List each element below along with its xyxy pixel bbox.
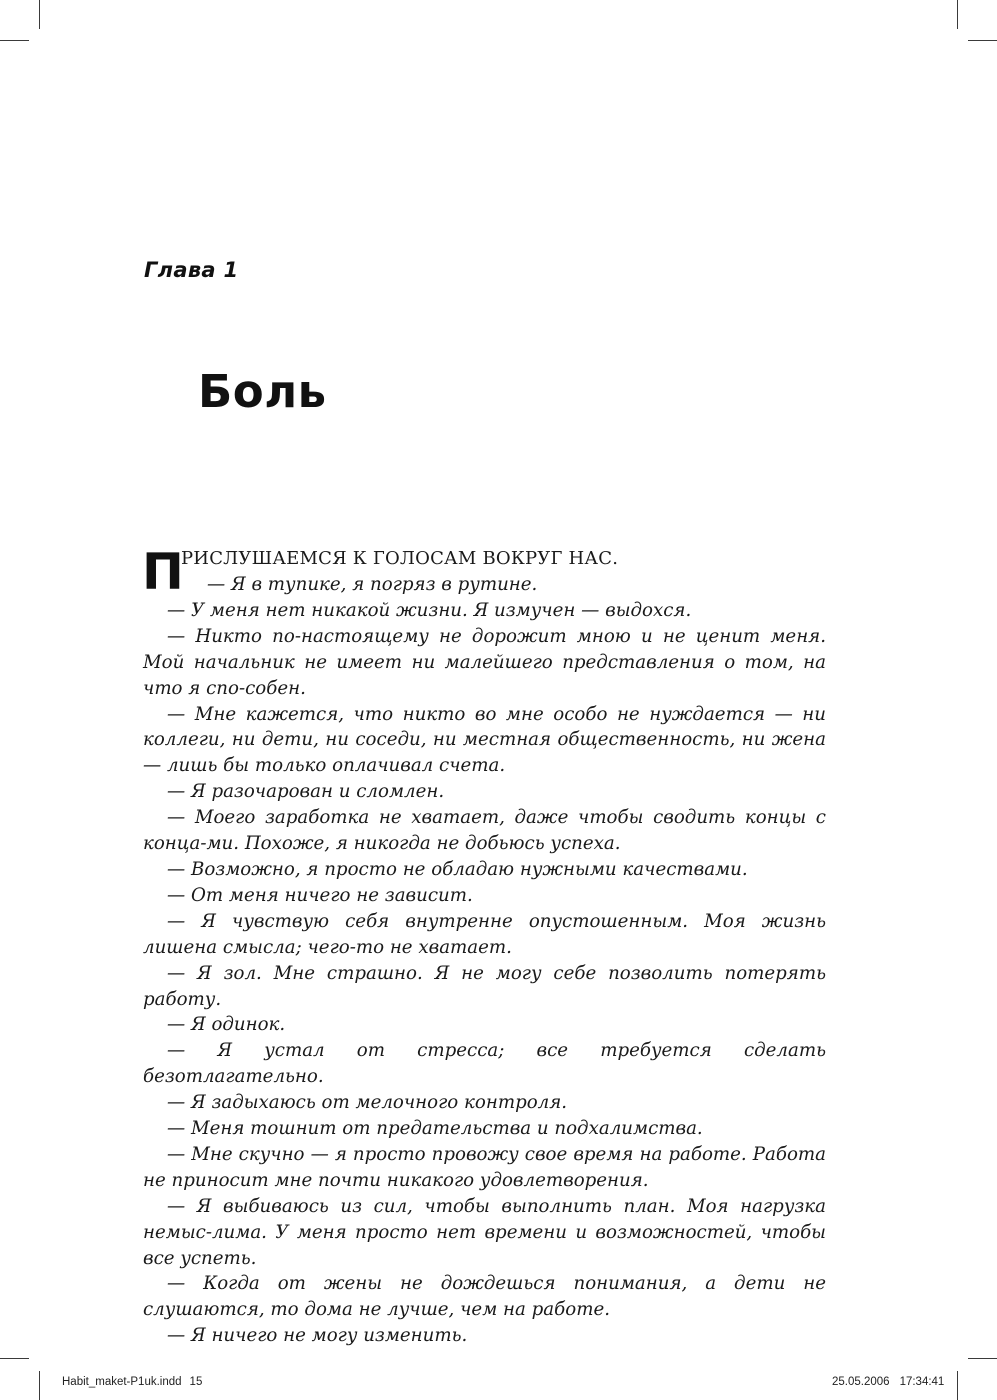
paragraph: — Я устал от стресса; все требуется сделать безотлагательно. — [143, 1040, 826, 1088]
paragraph: — Никто по-настоящему не дорожит мною и не ценит меня. Мой начальник не имеет ни малейшего представления о том, на что я спо-собен. — [143, 625, 826, 699]
paragraph: — Я разочарован и сломлен. — [167, 781, 445, 803]
paragraph: — Мне кажется, что никто во мне особо не нуждается — ни коллеги, ни дети, ни соседи, ни местная общественность, ни жена — лишь бы только оплачивал счета. — [143, 703, 826, 777]
paragraph: — У меня нет никакой жизни. Я измучен — выдохся. — [167, 599, 692, 621]
crop-mark-bottom-left-vertical — [39, 1371, 40, 1400]
crop-mark-bottom-right-vertical — [957, 1371, 958, 1400]
paragraph: — Я зол. Мне страшно. Я не могу себе позволить потерять работу. — [143, 962, 826, 1010]
chapter-title: Боль — [198, 365, 327, 418]
crop-mark-top-left-vertical — [39, 0, 40, 29]
footer-time: 17:34:41 — [899, 1376, 945, 1388]
drop-cap: П — [142, 543, 184, 601]
chapter-label: Глава 1 — [144, 258, 239, 282]
crop-mark-bottom-left-horizontal — [0, 1358, 29, 1359]
paragraph: — Я одинок. — [167, 1014, 286, 1036]
crop-mark-top-left-horizontal — [0, 40, 29, 41]
crop-mark-top-right-horizontal — [968, 40, 997, 41]
paragraph: — Я выбиваюсь из сил, чтобы выполнить план. Моя нагрузка немыс-лима. У меня просто нет времени и возможностей, чтобы все успеть. — [143, 1195, 826, 1269]
footer-timestamp — [832, 1376, 944, 1388]
paragraph: — Я в тупике, я погряз в рутине. — [207, 574, 538, 595]
lead-in-text: РИСЛУШАЕМСЯ К ГОЛОСАМ ВОКРУГ НАС. — [181, 548, 619, 569]
footer-date: 25.05.2006 — [832, 1376, 890, 1388]
paragraph: — От меня ничего не зависит. — [167, 884, 473, 906]
chapter-body — [142, 543, 826, 1349]
crop-mark-bottom-right-horizontal — [968, 1358, 997, 1359]
crop-mark-top-right-vertical — [957, 0, 958, 29]
footer-filename: Habit_maket-P1uk.indd — [62, 1376, 182, 1388]
paragraph: — Когда от жены не дождешься понимания, а дети не слушаются, то дома не лучше, чем на работе. — [143, 1273, 826, 1321]
paragraph: — Моего заработка не хватает, даже чтобы сводить концы с конца-ми. Похоже, я никогда не добьюсь успеха. — [143, 807, 826, 855]
footer-page-number: 15 — [189, 1376, 203, 1388]
paragraph: — Я чувствую себя внутренне опустошенным. Моя жизнь лишена смысла; чего-то не хватает. — [143, 910, 826, 958]
footer-file-info — [62, 1376, 202, 1388]
paragraph: — Меня тошнит от предательства и подхалимства. — [167, 1118, 703, 1140]
paragraph: — Возможно, я просто не обладаю нужными качествами. — [167, 858, 748, 880]
paragraph: — Мне скучно — я просто провожу свое время на работе. Работа не приносит мне почти никакого удовлетворения. — [143, 1143, 826, 1191]
paragraph: — Я задыхаюсь от мелочного контроля. — [167, 1092, 568, 1114]
paragraph: — Я ничего не могу изменить. — [167, 1325, 468, 1347]
